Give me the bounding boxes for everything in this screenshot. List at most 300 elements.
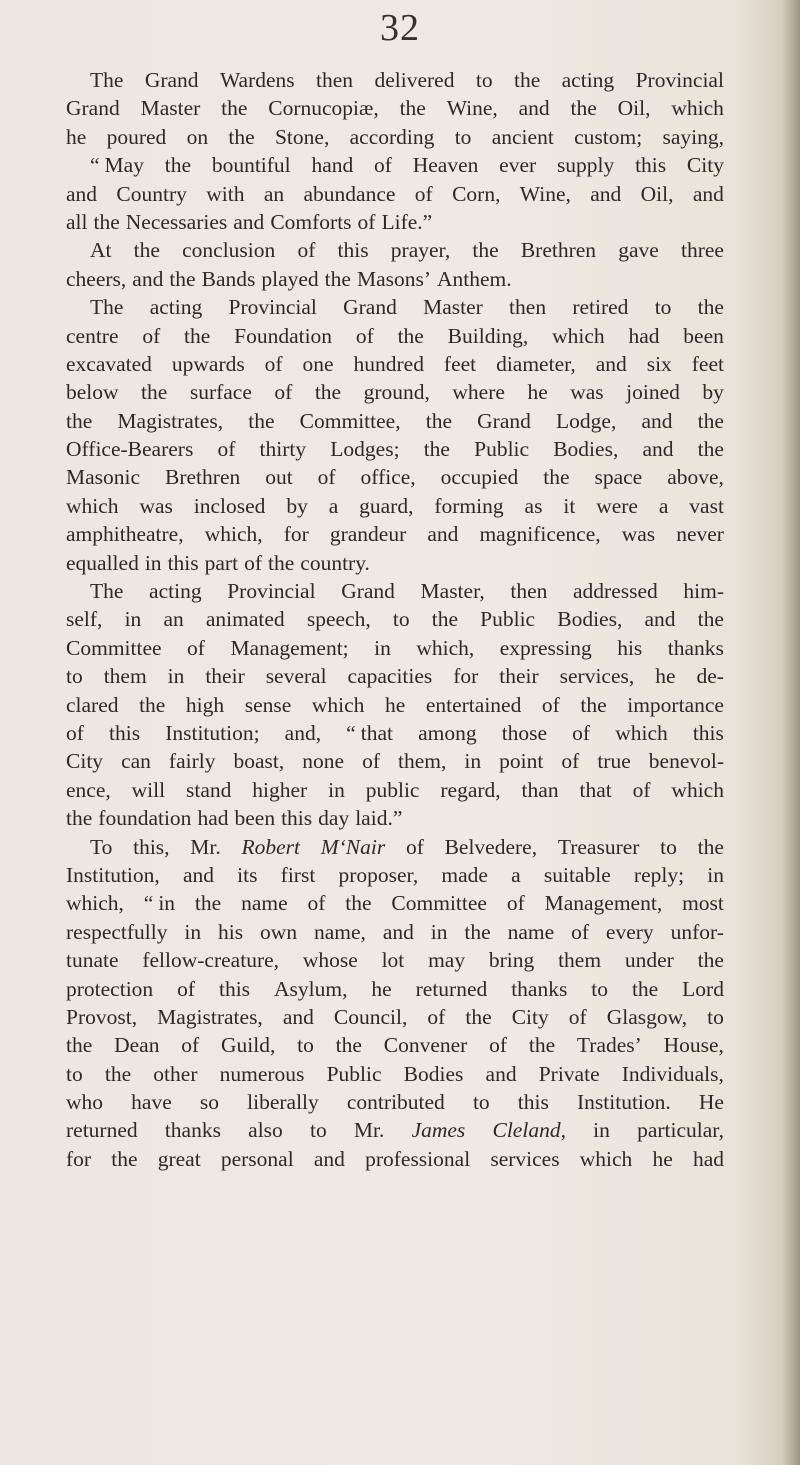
word: speech, xyxy=(306,607,371,632)
word: of xyxy=(374,153,392,178)
word: and xyxy=(233,209,265,234)
word: day xyxy=(318,806,350,831)
word: of xyxy=(362,749,381,774)
word: as xyxy=(524,493,543,518)
word: the xyxy=(697,834,724,859)
word: and xyxy=(66,181,98,206)
word: of xyxy=(142,323,161,348)
word: Institution, xyxy=(66,862,160,887)
word: in xyxy=(464,749,482,774)
word: cheers, xyxy=(66,266,127,291)
text-line xyxy=(66,350,724,378)
word: was xyxy=(570,380,604,405)
word: to xyxy=(591,976,609,1001)
quote-mark: “ xyxy=(346,720,356,745)
word: made xyxy=(441,862,488,887)
word: M‘Nair xyxy=(320,834,386,859)
text-line xyxy=(66,1145,724,1173)
word: House, xyxy=(663,1033,724,1058)
word: the xyxy=(580,692,607,717)
body-text xyxy=(66,66,724,1173)
word: reply; xyxy=(633,862,685,887)
text-line xyxy=(66,1088,724,1116)
word: hundred xyxy=(353,351,424,376)
word: the xyxy=(425,408,453,433)
word: of xyxy=(489,1033,508,1058)
word: played xyxy=(261,266,319,291)
word: animated xyxy=(205,607,285,632)
word xyxy=(144,889,175,917)
word: supply xyxy=(556,153,615,178)
word: name xyxy=(507,919,555,944)
word: thanks xyxy=(667,635,724,660)
word: thanks xyxy=(511,976,568,1001)
word: Committee xyxy=(66,635,162,660)
word: was xyxy=(621,522,656,547)
word: the xyxy=(431,607,458,632)
word: Heaven xyxy=(412,153,479,178)
word: which xyxy=(311,692,365,717)
word: to xyxy=(309,1118,327,1143)
word: true xyxy=(597,749,631,774)
word: Individuals, xyxy=(621,1061,724,1086)
word: The xyxy=(90,579,124,604)
word: occupied xyxy=(440,465,519,490)
word: regard, xyxy=(440,777,501,802)
word: Necessaries xyxy=(125,209,228,234)
word: with xyxy=(206,181,245,206)
word: in xyxy=(124,607,142,632)
word: Mr. xyxy=(190,834,221,859)
word: this xyxy=(218,976,251,1001)
word: Master xyxy=(140,96,201,121)
word: He xyxy=(698,1090,724,1115)
word: this xyxy=(337,238,369,263)
word: Committee xyxy=(391,891,487,916)
word: and xyxy=(282,1004,314,1029)
word: Office-Bearers xyxy=(66,437,194,462)
word: all xyxy=(66,209,88,234)
word: of xyxy=(244,550,262,575)
word: above, xyxy=(667,465,724,490)
word: the xyxy=(543,465,570,490)
word: he xyxy=(384,692,406,717)
word: the xyxy=(513,68,541,92)
word: higher xyxy=(252,777,308,802)
word: Trades’ xyxy=(576,1033,642,1058)
word: fairly xyxy=(168,749,216,774)
word: Stone, xyxy=(274,124,330,149)
word: personal xyxy=(220,1146,294,1171)
word: of xyxy=(561,749,580,774)
word: country. xyxy=(300,550,370,575)
word: vast xyxy=(689,493,724,518)
word: Glasgow, xyxy=(606,1004,688,1029)
word: of xyxy=(355,323,374,348)
word: the xyxy=(104,1061,132,1086)
word: great xyxy=(157,1146,201,1171)
word: Belvedere, xyxy=(444,834,538,859)
word: expressing xyxy=(499,635,592,660)
word: benevol- xyxy=(648,749,724,774)
word: this xyxy=(167,550,199,575)
word: Lodge, xyxy=(556,408,617,433)
word: surface xyxy=(189,380,252,405)
word: of xyxy=(405,834,424,859)
word: for xyxy=(453,664,479,689)
word: one xyxy=(302,351,334,376)
word: which, xyxy=(204,522,263,547)
word: numerous xyxy=(219,1061,305,1086)
word: the xyxy=(133,238,160,263)
word: diameter, xyxy=(496,351,576,376)
word: Anthem. xyxy=(437,266,512,291)
word: suitable xyxy=(543,862,611,887)
word: name xyxy=(241,891,288,916)
word: Lord xyxy=(682,976,724,1001)
word: its xyxy=(237,862,258,887)
text-line xyxy=(66,492,724,520)
word: the xyxy=(221,96,248,121)
word: Brethren xyxy=(165,465,241,490)
word: the xyxy=(139,692,166,717)
text-line xyxy=(66,435,724,463)
text-line xyxy=(66,804,724,832)
word: office, xyxy=(360,465,416,490)
word: foundation xyxy=(98,806,192,831)
word: Building, xyxy=(447,323,529,348)
word: Committee, xyxy=(299,408,401,433)
word: services xyxy=(490,1146,560,1171)
word: that xyxy=(579,777,612,802)
word: of xyxy=(264,351,283,376)
word: the xyxy=(194,891,222,916)
word: by xyxy=(286,493,308,518)
quote-mark: “ xyxy=(143,891,154,916)
word: Comforts xyxy=(270,209,352,234)
word: which xyxy=(552,323,605,348)
text-line xyxy=(66,1060,724,1088)
word: protection xyxy=(66,976,154,1001)
text-line xyxy=(66,634,724,662)
word: his xyxy=(617,635,643,660)
word: the xyxy=(345,891,372,916)
word: bring xyxy=(488,948,535,973)
text-line xyxy=(66,833,724,861)
word: and xyxy=(692,181,724,206)
word: Provincial xyxy=(228,295,317,320)
word: amphitheatre, xyxy=(66,522,184,547)
word: the xyxy=(397,323,424,348)
word: for xyxy=(66,1146,92,1171)
word: this, xyxy=(133,834,170,859)
word: Brethren xyxy=(520,238,597,263)
word: the xyxy=(697,408,724,433)
word: the xyxy=(464,919,491,944)
word: an xyxy=(263,181,285,206)
word: Public xyxy=(474,437,530,462)
word: City xyxy=(66,749,104,774)
word: acting xyxy=(149,579,202,604)
word: this xyxy=(517,1090,549,1115)
text-line xyxy=(66,236,724,264)
word: to xyxy=(654,295,672,320)
page-gutter-shadow xyxy=(782,0,800,1465)
word: which, xyxy=(416,635,475,660)
word: the xyxy=(66,806,93,831)
word: and xyxy=(518,96,550,121)
text-line xyxy=(66,208,724,236)
word: Life.” xyxy=(381,209,433,234)
word: according xyxy=(349,124,435,149)
word: hand xyxy=(311,153,354,178)
word: Asylum, xyxy=(273,976,348,1001)
word: delivered xyxy=(374,68,455,92)
word: thanks xyxy=(164,1118,221,1143)
word: he xyxy=(66,124,87,149)
text-line xyxy=(66,747,724,775)
word: out xyxy=(265,465,293,490)
word: ence, xyxy=(66,777,111,802)
word: it xyxy=(563,493,576,518)
word-text: that xyxy=(360,720,393,745)
word: services, xyxy=(559,664,635,689)
word: of xyxy=(568,1004,587,1029)
text-line xyxy=(66,322,724,350)
word: the xyxy=(335,1033,362,1058)
word: boast, xyxy=(233,749,285,774)
word: this xyxy=(692,720,724,745)
word: own xyxy=(260,919,298,944)
word: grandeur xyxy=(329,522,407,547)
word: them xyxy=(558,948,602,973)
word: in xyxy=(374,635,391,660)
word: the xyxy=(697,948,724,973)
word: bountiful xyxy=(211,153,291,178)
word: the xyxy=(399,96,426,121)
word: professional xyxy=(365,1146,471,1171)
word: Private xyxy=(538,1061,600,1086)
text-line xyxy=(66,123,724,151)
word: Treasurer xyxy=(557,834,640,859)
word: the xyxy=(697,607,724,632)
word: saying, xyxy=(662,124,724,149)
word: a xyxy=(328,493,339,518)
word: may xyxy=(428,948,466,973)
quote-mark: “ xyxy=(90,153,100,178)
word: At xyxy=(90,238,112,263)
word: Master xyxy=(423,295,483,320)
word: his xyxy=(218,919,244,944)
word: excavated xyxy=(66,351,152,376)
word: for xyxy=(283,522,309,547)
word: ever xyxy=(499,153,537,178)
word: Oil, xyxy=(617,96,651,121)
word: the xyxy=(268,550,295,575)
word: he xyxy=(527,380,548,405)
word: the xyxy=(111,1146,138,1171)
word: fellow-creature, xyxy=(142,948,280,973)
word: Wine, xyxy=(446,96,498,121)
word: to xyxy=(660,834,677,859)
word: self, xyxy=(66,607,103,632)
word: respectfully xyxy=(66,919,168,944)
word: below xyxy=(66,380,119,405)
word: have xyxy=(131,1090,172,1115)
word: thirty xyxy=(259,437,307,462)
word: guard, xyxy=(359,493,414,518)
word: City xyxy=(511,1004,549,1029)
word: Grand xyxy=(144,68,199,92)
text-line xyxy=(66,1003,724,1031)
word: the xyxy=(631,976,659,1001)
word: of xyxy=(414,181,433,206)
word: The xyxy=(90,295,124,320)
word: conclusion xyxy=(182,238,276,263)
word: of xyxy=(181,1033,200,1058)
text-line xyxy=(66,151,724,179)
word: to xyxy=(392,607,410,632)
word: other xyxy=(153,1061,198,1086)
word: unfor- xyxy=(670,919,724,944)
word: the xyxy=(66,408,93,433)
word: importance xyxy=(627,692,724,717)
word: the xyxy=(528,1033,556,1058)
word: of xyxy=(66,720,84,745)
word: which xyxy=(66,493,119,518)
word: the xyxy=(472,238,499,263)
word: lot xyxy=(381,948,405,973)
word: the xyxy=(169,266,196,291)
word: Management, xyxy=(544,891,663,916)
word: of xyxy=(506,891,525,916)
word: Dean xyxy=(114,1033,160,1058)
word: Convener xyxy=(383,1033,468,1058)
text-line xyxy=(66,605,724,633)
word: Wine, xyxy=(519,181,571,206)
word: of xyxy=(357,209,376,234)
word: and xyxy=(642,437,674,462)
word: which, xyxy=(66,891,124,916)
word: poured xyxy=(106,124,167,149)
word: which xyxy=(615,720,668,745)
word: Robert xyxy=(241,834,300,859)
word: James xyxy=(411,1118,466,1143)
word: on xyxy=(186,124,209,149)
word: was xyxy=(139,493,173,518)
word: by xyxy=(702,380,724,405)
word: point xyxy=(499,749,544,774)
text-line xyxy=(66,520,724,548)
word: been xyxy=(683,323,724,348)
word: the xyxy=(570,96,597,121)
word: Corn, xyxy=(452,181,501,206)
word: Oil, xyxy=(640,181,674,206)
word: equalled xyxy=(66,550,139,575)
word: Lodges; xyxy=(330,437,400,462)
text-line xyxy=(66,889,724,917)
word: Provincial xyxy=(227,579,316,604)
word: abundance xyxy=(303,181,396,206)
word: and xyxy=(382,919,414,944)
word: the xyxy=(248,408,275,433)
word: acting xyxy=(149,295,203,320)
page-number: 32 xyxy=(380,7,420,49)
word: and, xyxy=(284,720,322,745)
word: entertained xyxy=(425,692,522,717)
word: Magistrates, xyxy=(157,1004,263,1029)
word: public xyxy=(365,777,420,802)
word: had xyxy=(692,1146,724,1171)
word: he xyxy=(652,1146,673,1171)
word: Bodies, xyxy=(557,607,623,632)
word: the xyxy=(184,323,211,348)
word: The xyxy=(90,68,124,92)
text-line xyxy=(66,293,724,321)
word: him- xyxy=(683,579,724,604)
word: To xyxy=(90,834,113,859)
word: every xyxy=(605,919,654,944)
word: where xyxy=(452,380,505,405)
word: those xyxy=(501,720,548,745)
word: in xyxy=(593,1118,610,1143)
word: he xyxy=(371,976,392,1001)
word: Masons’ xyxy=(356,266,432,291)
word: of xyxy=(571,919,589,944)
word: joined xyxy=(626,380,680,405)
word: under xyxy=(624,948,674,973)
word: this xyxy=(109,720,141,745)
word: and xyxy=(595,351,627,376)
text-line xyxy=(66,691,724,719)
word: name, xyxy=(313,919,366,944)
word: an xyxy=(163,607,184,632)
word: the xyxy=(423,437,450,462)
word: the xyxy=(66,1033,93,1058)
word: capacities xyxy=(347,664,433,689)
word: Cleland, xyxy=(492,1118,566,1143)
word: retired xyxy=(572,295,629,320)
word: of xyxy=(217,437,236,462)
word: also xyxy=(248,1118,283,1143)
text-line xyxy=(66,66,724,94)
word: Wardens xyxy=(219,68,295,92)
word: the xyxy=(697,437,724,462)
word: gave xyxy=(618,238,659,263)
text-line xyxy=(66,577,724,605)
word: high xyxy=(185,692,225,717)
word: been xyxy=(234,806,276,831)
word: upwards xyxy=(171,351,245,376)
word: liberally xyxy=(247,1090,319,1115)
word: the xyxy=(93,209,120,234)
word: prayer, xyxy=(390,238,451,263)
word: of xyxy=(317,465,336,490)
word: the xyxy=(141,380,168,405)
word: so xyxy=(199,1090,219,1115)
word: sense xyxy=(244,692,292,717)
word: acting xyxy=(561,68,615,92)
word: this xyxy=(635,153,667,178)
word: in xyxy=(167,664,185,689)
word: first xyxy=(280,862,316,887)
word: Bodies xyxy=(403,1061,464,1086)
text-line xyxy=(66,975,724,1003)
text-line xyxy=(66,918,724,946)
word: particular, xyxy=(637,1118,724,1143)
word: of xyxy=(427,1004,446,1029)
word: then xyxy=(509,295,547,320)
